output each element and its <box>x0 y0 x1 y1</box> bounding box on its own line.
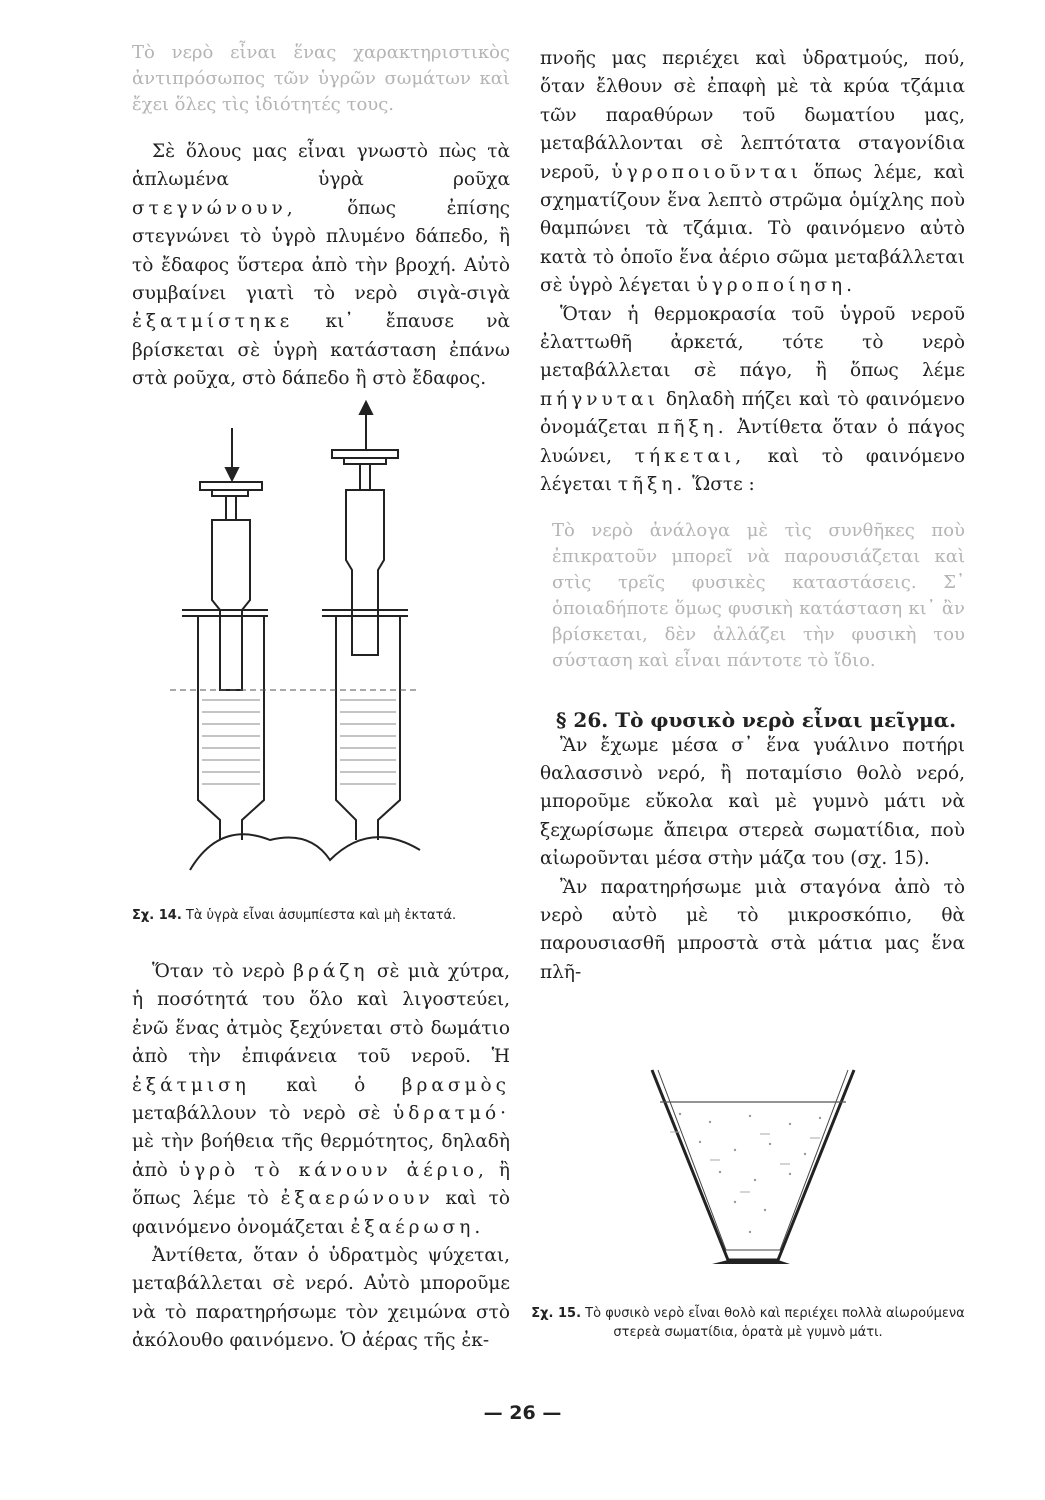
arrow-up-icon <box>360 402 372 414</box>
highlight-box-water-liquid: Τὸ νερὸ εἶναι ἕνας χαρακτηριστικὸς ἀντιπρόσωπος τῶν ὑγρῶν σωμάτων καὶ ἔχει ὅλες τὶς ἰδιότητές τους. <box>132 42 510 115</box>
paragraph-microscope: Ἂν παρατηρήσωμε μιὰ σταγόνα ἀπὸ τὸ νερὸ αὐτὸ μὲ τὸ μικροσκόπιο, θὰ παρουσιασθῆ μπροστὰ στὰ μάτια μας ἕνα πλῆ- <box>540 876 965 983</box>
paragraph-condensation-start: Ἀντίθετα, ὅταν ὁ ὑδρατμὸς ψύχεται, μεταβάλλεται σὲ νερό. Αὐτὸ μποροῦμε νὰ τὸ παρατηρήσωμε τὸν χειμώνα στὸ ἀκόλουθο φαινόμενο. Ὁ ἀέρας τῆς ἐκ- <box>132 1245 510 1352</box>
figure-15-glass <box>640 1062 870 1292</box>
figure-15-caption: Σχ. 15. Τὸ φυσικὸ νερὸ εἶναι θολὸ καὶ περιέχει πολλὰ αἰωρούμενα στερεὰ σωματίδια, ὁρατὰ μὲ γυμνὸ μάτι. <box>531 1306 965 1340</box>
figure-14-syringes <box>160 400 520 900</box>
paragraph-condensation: πνοῆς μας περιέχει καὶ ὑδρατμούς, πού, ὅταν ἔλθουν σὲ ἐπαφὴ μὲ τὰ κρύα τζάμια τῶν παραθύρων τοῦ δωματίου μας, μεταβάλλονται σὲ λεπτότατα σταγονίδια νεροῦ, ὑγροποιοῦνται ὅπως λέμε, καὶ σχηματίζουν ἕνα λεπτὸ στρῶμα ὁμίχλης ποὺ θαμπώνει τὰ τζάμια. Τὸ φαινόμενο αὐτὸ κατὰ τὸ ὁποῖο ἕνα ἀέριο σῶμα μεταβάλλεται σὲ ὑγρὸ λέγεται ὑγροποίηση. <box>540 48 965 297</box>
highlight-box-three-states: Τὸ νερὸ ἀνάλογα μὲ τὶς συνθῆκες ποὺ ἐπικρατοῦν μπορεῖ νὰ παρουσιάζεται καὶ στὶς τρεῖς φυσικὲς καταστάσεις. Σ᾽ ὁποιαδήποτε ὅμως φυσικὴ κατάσταση κι᾽ ἂν βρίσκεται, δὲν ἀλλάζει τὴν φυσικὴ του σύσταση καὶ εἶναι πάντοτε τὸ ἴδιο. <box>552 519 965 671</box>
figure-14-caption: Σχ. 14. Τὰ ὑγρὰ εἶναι ἀσυμπίεστα καὶ μὴ ἐκτατά. <box>132 908 457 923</box>
right-column <box>540 45 965 987</box>
left-column <box>132 40 510 394</box>
page-number: — 26 — <box>483 1402 562 1424</box>
paragraph-evaporation: Σὲ ὅλους μας εἶναι γνωστὸ πὼς τὰ ἁπλωμένα ὑγρὰ ροῦχα στεγνώνουν, ὅπως ἐπίσης στεγνώνει τὸ ὑγρὸ πλυμένο δάπεδο, ἢ τὸ ἔδαφος ὕστερα ἀπὸ τὴν βροχή. Αὐτὸ συμβαίνει γιατὶ τὸ νερὸ σιγὰ-σιγὰ ἐξατμίστηκε κι᾽ ἔπαυσε νὰ βρίσκεται σὲ ὑγρὴ κατάσταση ἐπάνω στὰ ροῦχα, στὸ δάπεδο ἢ στὸ ἔδαφος. <box>132 141 510 390</box>
paragraph-natural-water: Ἂν ἔχωμε μέσα σ᾽ ἕνα γυάλινο ποτήρι θαλασσινὸ νερό, ἢ ποταμίσιο θολὸ νερό, μποροῦμε εὔκολα καὶ μὲ γυμνὸ μάτι νὰ ξεχωρίσωμε ἄπειρα στερεὰ σωματίδια, ποὺ αἰωροῦνται μέσα στὴν μάζα του (σχ. 15). <box>540 734 965 870</box>
section-heading: § 26. Τὸ φυσικὸ νερὸ εἶναι μεῖγμα. <box>556 707 957 732</box>
paragraph-freezing: Ὅταν ἡ θερμοκρασία τοῦ ὑγροῦ νεροῦ ἐλαττωθῆ ἀρκετά, τότε τὸ νερὸ μεταβάλλεται σὲ πάγο, ἢ ὅπως λέμε πήγνυται δηλαδὴ πήζει καὶ τὸ φαινόμενο ὀνομάζεται πῆξη. Ἀντίθετα ὅταν ὁ πάγος λυώνει, τήκεται, καὶ τὸ φαινόμενο λέγεται τῆξη. Ὥστε : <box>540 303 966 496</box>
arrow-down-icon <box>226 468 238 480</box>
paragraph-boiling: Ὅταν τὸ νερὸ βράζη σὲ μιὰ χύτρα, ἡ ποσότητά του ὅλο καὶ λιγοστεύει, ἐνῶ ἕνας ἀτμὸς ξεχύνεται στὸ δωμάτιο ἀπὸ τὴν ἐπιφάνεια τοῦ νεροῦ. Ἡ ἐξάτμιση καὶ ὁ βρασμὸς μεταβάλλουν τὸ νερὸ σὲ ὑδρατμό· μὲ τὴν βοήθεια τῆς θερμότητος, δηλαδὴ ἀπὸ ὑγρὸ τὸ κάνουν ἀέριο, ἢ ὅπως λέμε τὸ ἐξαερώνουν καὶ τὸ φαινόμενο ὀνομάζεται ἐξαέρωση. <box>132 961 510 1238</box>
